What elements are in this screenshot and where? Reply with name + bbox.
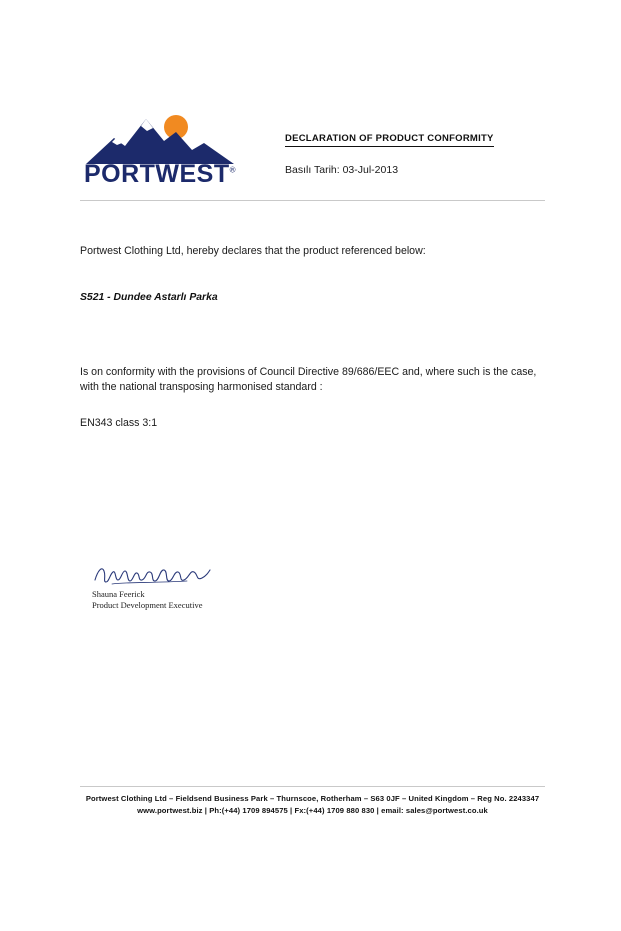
header-divider	[80, 200, 545, 201]
standard-reference: EN343 class 3:1	[80, 417, 158, 429]
document-title: DECLARATION OF PRODUCT CONFORMITY	[285, 133, 494, 147]
document-header	[80, 110, 545, 190]
footer-divider	[80, 786, 545, 787]
logo-text: PORTWEST	[83, 160, 230, 188]
header-right-block	[285, 128, 545, 176]
logo-registered-mark: ®	[229, 165, 237, 175]
print-date: Basılı Tarih: 03-Jul-2013	[285, 164, 399, 176]
mountain-sun-logo-icon	[84, 110, 236, 166]
document-footer	[80, 793, 545, 817]
signatory-name: Shauna Feerick	[92, 589, 145, 599]
document-body	[80, 244, 545, 429]
declaration-intro: Portwest Clothing Ltd, hereby declares that the product referenced below:	[80, 245, 426, 257]
portwest-logo	[80, 110, 240, 190]
footer-address: Portwest Clothing Ltd – Fieldsend Business Park – Thurnscoe, Rotherham – S63 0JF – United Kingdom – Reg No. 2243347	[85, 794, 540, 803]
footer-contact: www.portwest.biz | Ph:(+44) 1709 894575 | Fx:(+44) 1709 880 830 | email: sales@portwest.co.uk	[137, 806, 488, 815]
handwritten-signature-icon	[92, 562, 212, 588]
signature-block	[92, 562, 322, 610]
product-reference: S521 - Dundee Astarlı Parka	[80, 292, 218, 303]
conformity-statement: Is on conformity with the provisions of Council Directive 89/686/EEC and, where such is the case, with the national transposing harmonised standard :	[80, 366, 537, 393]
portwest-wordmark	[80, 160, 240, 189]
signatory-role: Product Development Executive	[92, 600, 203, 610]
